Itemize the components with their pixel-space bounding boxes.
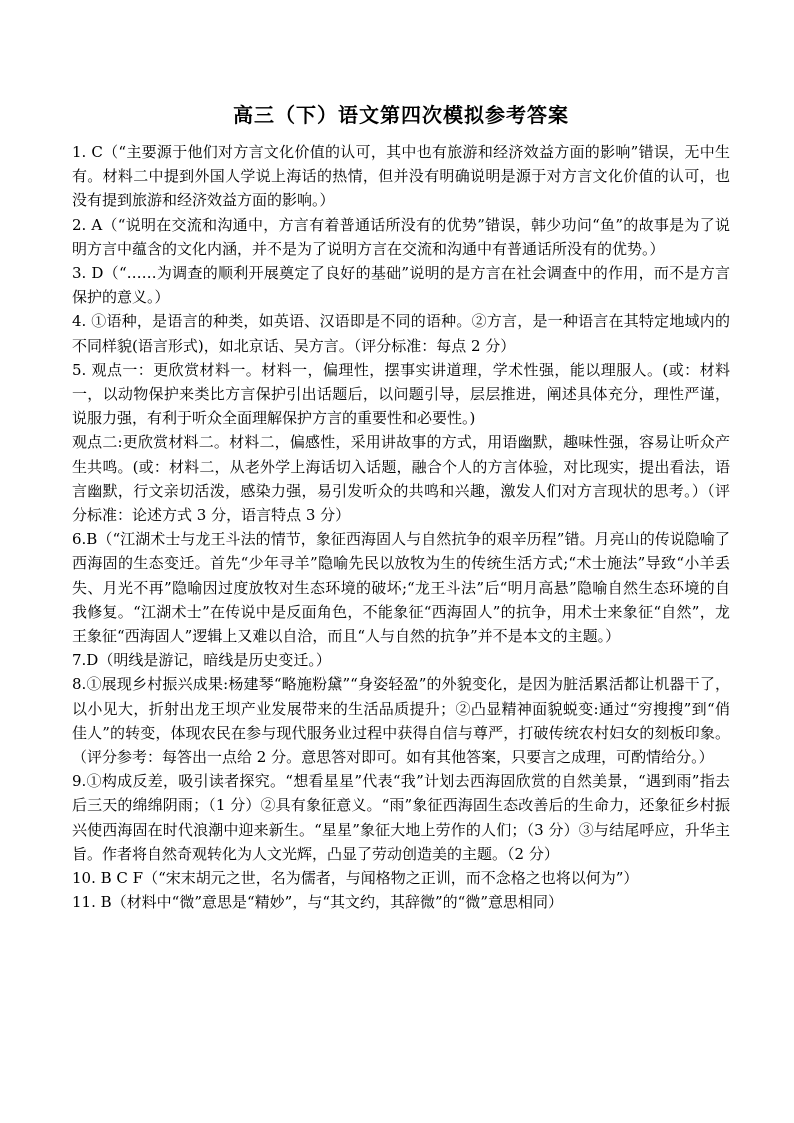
- answer-item-8: 8.①展现乡村振兴成果:杨建琴“略施粉黛”“身姿轻盈”的外貌变化，是因为脏活累活都让机器干了，以小见大，折射出龙王坝产业发展带来的生活品质提升；②凸显精神面貌蜕变:通过“穷搜搜”到“俏佳人”的转变，体现农民在参与现代服务业过程中获得自信与尊严，打破传统农村妇女的刻板印象。（评分参考：每答出一点给 2 分。意思答对即可。如有其他答案，只要言之成理，可酌情给分。）: [72, 675, 730, 767]
- answer-item-1: 1. C（“主要源于他们对方言文化价值的认可，其中也有旅游和经济效益方面的影响”错误，无中生有。材料二中提到外国人学说上海话的热情，但并没有明确说明是源于对方言文化价值的认可，也没有提到旅游和经济效益方面的影响。）: [72, 143, 730, 210]
- answer-item-4: 4. ①语种，是语言的种类，如英语、汉语即是不同的语种。②方言，是一种语言在其特定地域内的不同样貌(语言形式)，如北京话、吴方言。（评分标准：每点 2 分）: [72, 312, 730, 355]
- page-title: 高三（下）语文第四次模拟参考答案: [233, 103, 569, 127]
- answer-list: [72, 140, 730, 915]
- answer-item-7: 7.D（明线是游记，暗线是历史变迁。）: [72, 651, 331, 670]
- answer-item-9: 9.①构成反差，吸引读者探究。“想看星星”代表“我”计划去西海固欣赏的自然美景，“遇到雨”指去后三天的绵绵阴雨；（1 分）②具有象征意义。“雨”象征西海固生态改善后的生命力，还象征乡村振兴使西海固在时代浪潮中迎来新生。“星星”象征大地上劳作的人们；（3 分）③与结尾呼应，升华主旨。作者将自然奇观转化为人文光辉，凸显了劳动创造美的主题。（2 分）: [72, 772, 730, 863]
- answer-item-2: 2. A（“说明在交流和沟通中，方言有着普通话所没有的优势”错误，韩少功问“鱼”的故事是为了说明方言中蕴含的文化内涵，并不是为了说明方言在交流和沟通中有普通话所没有的优势。）: [72, 215, 730, 258]
- answer-sheet: [72, 102, 730, 915]
- answer-item-6: 6.B（“江湖术士与龙王斗法的情节，象征西海固人与自然抗争的艰辛历程”错。月亮山的传说隐喻了西海固的生态变迁。首先“少年寻羊”隐喻先民以放牧为生的传统生活方式;“术士施法”导致“小羊丢失、月光不再”隐喻因过度放牧对生态环境的破坏;“龙王斗法”后“明月高悬”隐喻自然生态环境的自我修复。“江湖术士”在传说中是反面角色，不能象征“西海固人”的抗争，用术士来象征“自然”，龙王象征“西海固人”逻辑上又难以自洽，而且“人与自然的抗争”并不是本文的主题。）: [72, 530, 730, 646]
- answer-item-3: 3. D（“……为调查的顺利开展奠定了良好的基础”说明的是方言在社会调查中的作用，而不是方言保护的意义。）: [72, 264, 730, 307]
- answer-item-11: 11. B（材料中“微”意思是“精妙”，与“其文约，其辞微”的“微”意思相同）: [72, 893, 563, 912]
- answer-item-5-view-1: 5. 观点一：更欣赏材料一。材料一，偏理性，摆事实讲道理，学术性强，能以理服人。(或：材料一，以动物保护来类比方言保护引出话题后，以问题引导，层层推进，阐述具体充分，理性严谨，说服力强，有利于听众全面理解保护方言的重要性和必要性。): [72, 360, 730, 428]
- answer-item-10: 10. B C F（“宋末胡元之世，名为儒者，与闻格物之正训，而不念格之也将以何为”）: [72, 869, 639, 888]
- answer-item-5-view-2: 观点二:更欣赏材料二。材料二，偏感性，采用讲故事的方式，用语幽默，趣味性强，容易让听众产生共鸣。(或：材料二，从老外学上海话切入话题，融合个人的方言体验，对比现实，提出看法，语言幽默，行文亲切活泼，感染力强，易引发听众的共鸣和兴趣，激发人们对方言现状的思考。）（评分标准：论述方式 3 分，语言特点 3 分）: [72, 433, 730, 525]
